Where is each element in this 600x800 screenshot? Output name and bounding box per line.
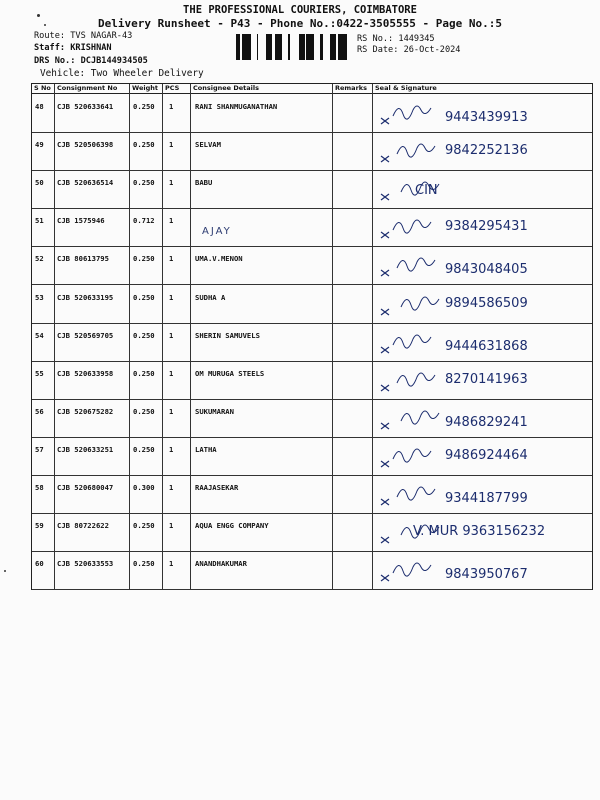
cell-consignee: UMA.V.MENON xyxy=(195,254,243,264)
col-weight: Weight xyxy=(132,84,158,92)
cell-consignment: CJB 520633553 xyxy=(57,559,114,569)
cell-pcs: 1 xyxy=(169,216,174,226)
signature-phone: 9843048405 xyxy=(445,262,528,278)
handwritten-signature xyxy=(373,208,591,245)
cell-sno: 59 xyxy=(35,521,44,531)
signature-cell xyxy=(373,170,591,207)
runsheet-subtitle: Delivery Runsheet - P43 - Phone No.:0422-3505555 - Page No.:5 xyxy=(98,17,502,30)
cell-sno: 60 xyxy=(35,559,44,569)
cell-pcs: 1 xyxy=(169,254,174,264)
signature-cell xyxy=(373,246,591,283)
handwritten-name: AJAY xyxy=(202,226,232,238)
cell-sno: 53 xyxy=(35,292,44,302)
cell-pcs: 1 xyxy=(169,178,174,188)
cell-consignment: CJB 520633251 xyxy=(57,444,114,454)
cell-weight: 0.712 xyxy=(133,216,155,226)
signature-cell xyxy=(373,323,591,360)
cell-consignee: OM MURUGA STEELS xyxy=(195,368,265,378)
cell-sno: 56 xyxy=(35,406,44,416)
cell-consignee: SHERIN SAMUVELS xyxy=(195,330,260,340)
col-consignee: Consignee Details xyxy=(193,84,259,92)
cell-pcs: 1 xyxy=(169,140,174,150)
cell-consignee: RAAJASEKAR xyxy=(195,483,239,492)
signature-phone: 9843950767 xyxy=(445,567,528,583)
cell-weight: 0.250 xyxy=(133,292,155,302)
signature-cell xyxy=(373,551,591,588)
cell-sno: 57 xyxy=(35,444,44,454)
signature-cell xyxy=(373,513,591,550)
handwritten-signature xyxy=(373,246,591,283)
cell-pcs: 1 xyxy=(169,444,174,454)
vehicle-label: Vehicle: Two Wheeler Delivery xyxy=(40,68,204,79)
cell-sno: 48 xyxy=(35,102,44,111)
drs-number xyxy=(34,56,148,66)
cell-sno: 58 xyxy=(35,483,44,492)
signature-phone: 9443439913 xyxy=(445,110,528,125)
table-row xyxy=(32,323,592,362)
cell-weight: 0.250 xyxy=(133,178,155,188)
signature-phone: CIN xyxy=(415,183,438,199)
staff-label: Staff: KRISHNAN xyxy=(34,43,112,53)
col-divider xyxy=(190,84,191,589)
table-row xyxy=(32,475,592,514)
cell-pcs: 1 xyxy=(169,406,174,416)
col-seal: Seal & Signature xyxy=(375,84,437,92)
signature-cell xyxy=(373,132,591,169)
table-row xyxy=(32,208,592,247)
signature-phone: 9486829241 xyxy=(445,414,528,430)
handwritten-signature xyxy=(373,132,591,169)
cell-pcs: 1 xyxy=(169,330,174,340)
table-row xyxy=(32,513,592,552)
signature-cell xyxy=(373,437,591,474)
cell-consignment: CJB 520633958 xyxy=(57,368,114,378)
cell-consignee: LATHA xyxy=(195,444,217,454)
cell-weight: 0.250 xyxy=(133,140,155,150)
rs-date: RS Date: 26-Oct-2024 xyxy=(357,45,461,55)
signature-cell xyxy=(373,475,591,512)
cell-consignee: RANI SHANMUGANATHAN xyxy=(195,102,278,111)
handwritten-signature xyxy=(373,551,591,588)
handwritten-signature xyxy=(373,170,591,207)
handwritten-signature xyxy=(373,399,591,436)
cell-weight: 0.250 xyxy=(133,521,155,531)
table-row xyxy=(32,94,592,133)
signature-cell xyxy=(373,399,591,436)
scan-dot xyxy=(4,570,6,572)
table-row xyxy=(32,285,592,324)
handwritten-signature xyxy=(373,94,591,131)
cell-consignee: SUKUMARAN xyxy=(195,406,234,416)
handwritten-signature xyxy=(373,361,591,398)
signature-phone: 9384295431 xyxy=(445,219,528,235)
cell-consignee: AQUA ENGG COMPANY xyxy=(195,521,269,531)
col-consignment: Consignment No xyxy=(57,84,118,92)
cell-consignment: CJB 520633195 xyxy=(57,292,114,302)
cell-consignment: CJB 520633641 xyxy=(57,102,114,111)
barcode-image xyxy=(236,34,350,60)
cell-consignment: CJB 80722622 xyxy=(57,521,109,531)
table-row xyxy=(32,551,592,590)
signature-phone: 9842252136 xyxy=(445,143,528,159)
col-divider xyxy=(129,84,130,589)
signature-cell xyxy=(373,208,591,245)
cell-consignee: SUDHA A xyxy=(195,292,226,302)
drs-value: DCJB144934505 xyxy=(80,56,148,66)
handwritten-signature xyxy=(373,323,591,360)
col-pcs: PCS xyxy=(165,84,180,92)
cell-pcs: 1 xyxy=(169,102,174,111)
signature-phone: 9344187799 xyxy=(445,491,528,506)
cell-consignee: BABU xyxy=(195,178,213,188)
handwritten-signature xyxy=(373,513,591,550)
cell-pcs: 1 xyxy=(169,483,174,492)
signature-cell xyxy=(373,285,591,322)
cell-consignment: CJB 520675282 xyxy=(57,406,114,416)
col-divider xyxy=(332,84,333,589)
cell-pcs: 1 xyxy=(169,521,174,531)
signature-phone: 8270141963 xyxy=(445,371,528,387)
company-title: THE PROFESSIONAL COURIERS, COIMBATORE xyxy=(183,4,417,16)
cell-weight: 0.250 xyxy=(133,102,155,111)
table-row xyxy=(32,361,592,400)
rs-number: RS No.: 1449345 xyxy=(357,34,435,44)
cell-pcs: 1 xyxy=(169,368,174,378)
table-row xyxy=(32,170,592,209)
signature-cell xyxy=(373,361,591,398)
cell-sno: 54 xyxy=(35,330,44,340)
cell-sno: 55 xyxy=(35,368,44,378)
table-row xyxy=(32,246,592,285)
cell-consignment: CJB 520506398 xyxy=(57,140,114,150)
handwritten-signature xyxy=(373,437,591,474)
route-label: Route: TVS NAGAR-43 xyxy=(34,31,133,41)
cell-consignment: CJB 520636514 xyxy=(57,178,114,188)
drs-label: DRS No.: xyxy=(34,56,76,66)
signature-phone: 9486924464 xyxy=(445,447,528,463)
table-header xyxy=(32,84,592,94)
cell-sno: 49 xyxy=(35,140,44,150)
signature-phone: 9444631868 xyxy=(445,338,528,354)
handwritten-signature xyxy=(373,475,591,512)
cell-weight: 0.250 xyxy=(133,444,155,454)
signature-phone: 9894586509 xyxy=(445,295,528,311)
cell-weight: 0.250 xyxy=(133,368,155,378)
handwritten-signature xyxy=(373,285,591,322)
cell-consignee: ANANDHAKUMAR xyxy=(195,559,247,569)
col-divider xyxy=(372,84,373,589)
cell-sno: 51 xyxy=(35,216,44,226)
cell-consignment: CJB 520680047 xyxy=(57,483,114,492)
cell-consignment: CJB 520569705 xyxy=(57,330,114,340)
cell-consignment: CJB 1575946 xyxy=(57,216,105,226)
signature-phone: V. MUR 9363156232 xyxy=(413,524,546,540)
cell-sno: 52 xyxy=(35,254,44,264)
col-sno: S No xyxy=(34,84,51,92)
cell-weight: 0.250 xyxy=(133,330,155,340)
signature-cell xyxy=(373,94,591,131)
cell-weight: 0.250 xyxy=(133,254,155,264)
col-divider xyxy=(54,84,55,589)
cell-pcs: 1 xyxy=(169,292,174,302)
col-remarks: Remarks xyxy=(335,84,367,92)
cell-weight: 0.250 xyxy=(133,406,155,416)
cell-pcs: 1 xyxy=(169,559,174,569)
cell-weight: 0.300 xyxy=(133,483,155,492)
table-row xyxy=(32,132,592,171)
cell-sno: 50 xyxy=(35,178,44,188)
runsheet-table xyxy=(31,83,593,590)
cell-consignment: CJB 80613795 xyxy=(57,254,109,264)
table-row xyxy=(32,437,592,476)
table-row xyxy=(32,399,592,438)
cell-consignee: SELVAM xyxy=(195,140,221,150)
cell-weight: 0.250 xyxy=(133,559,155,569)
col-divider xyxy=(162,84,163,589)
